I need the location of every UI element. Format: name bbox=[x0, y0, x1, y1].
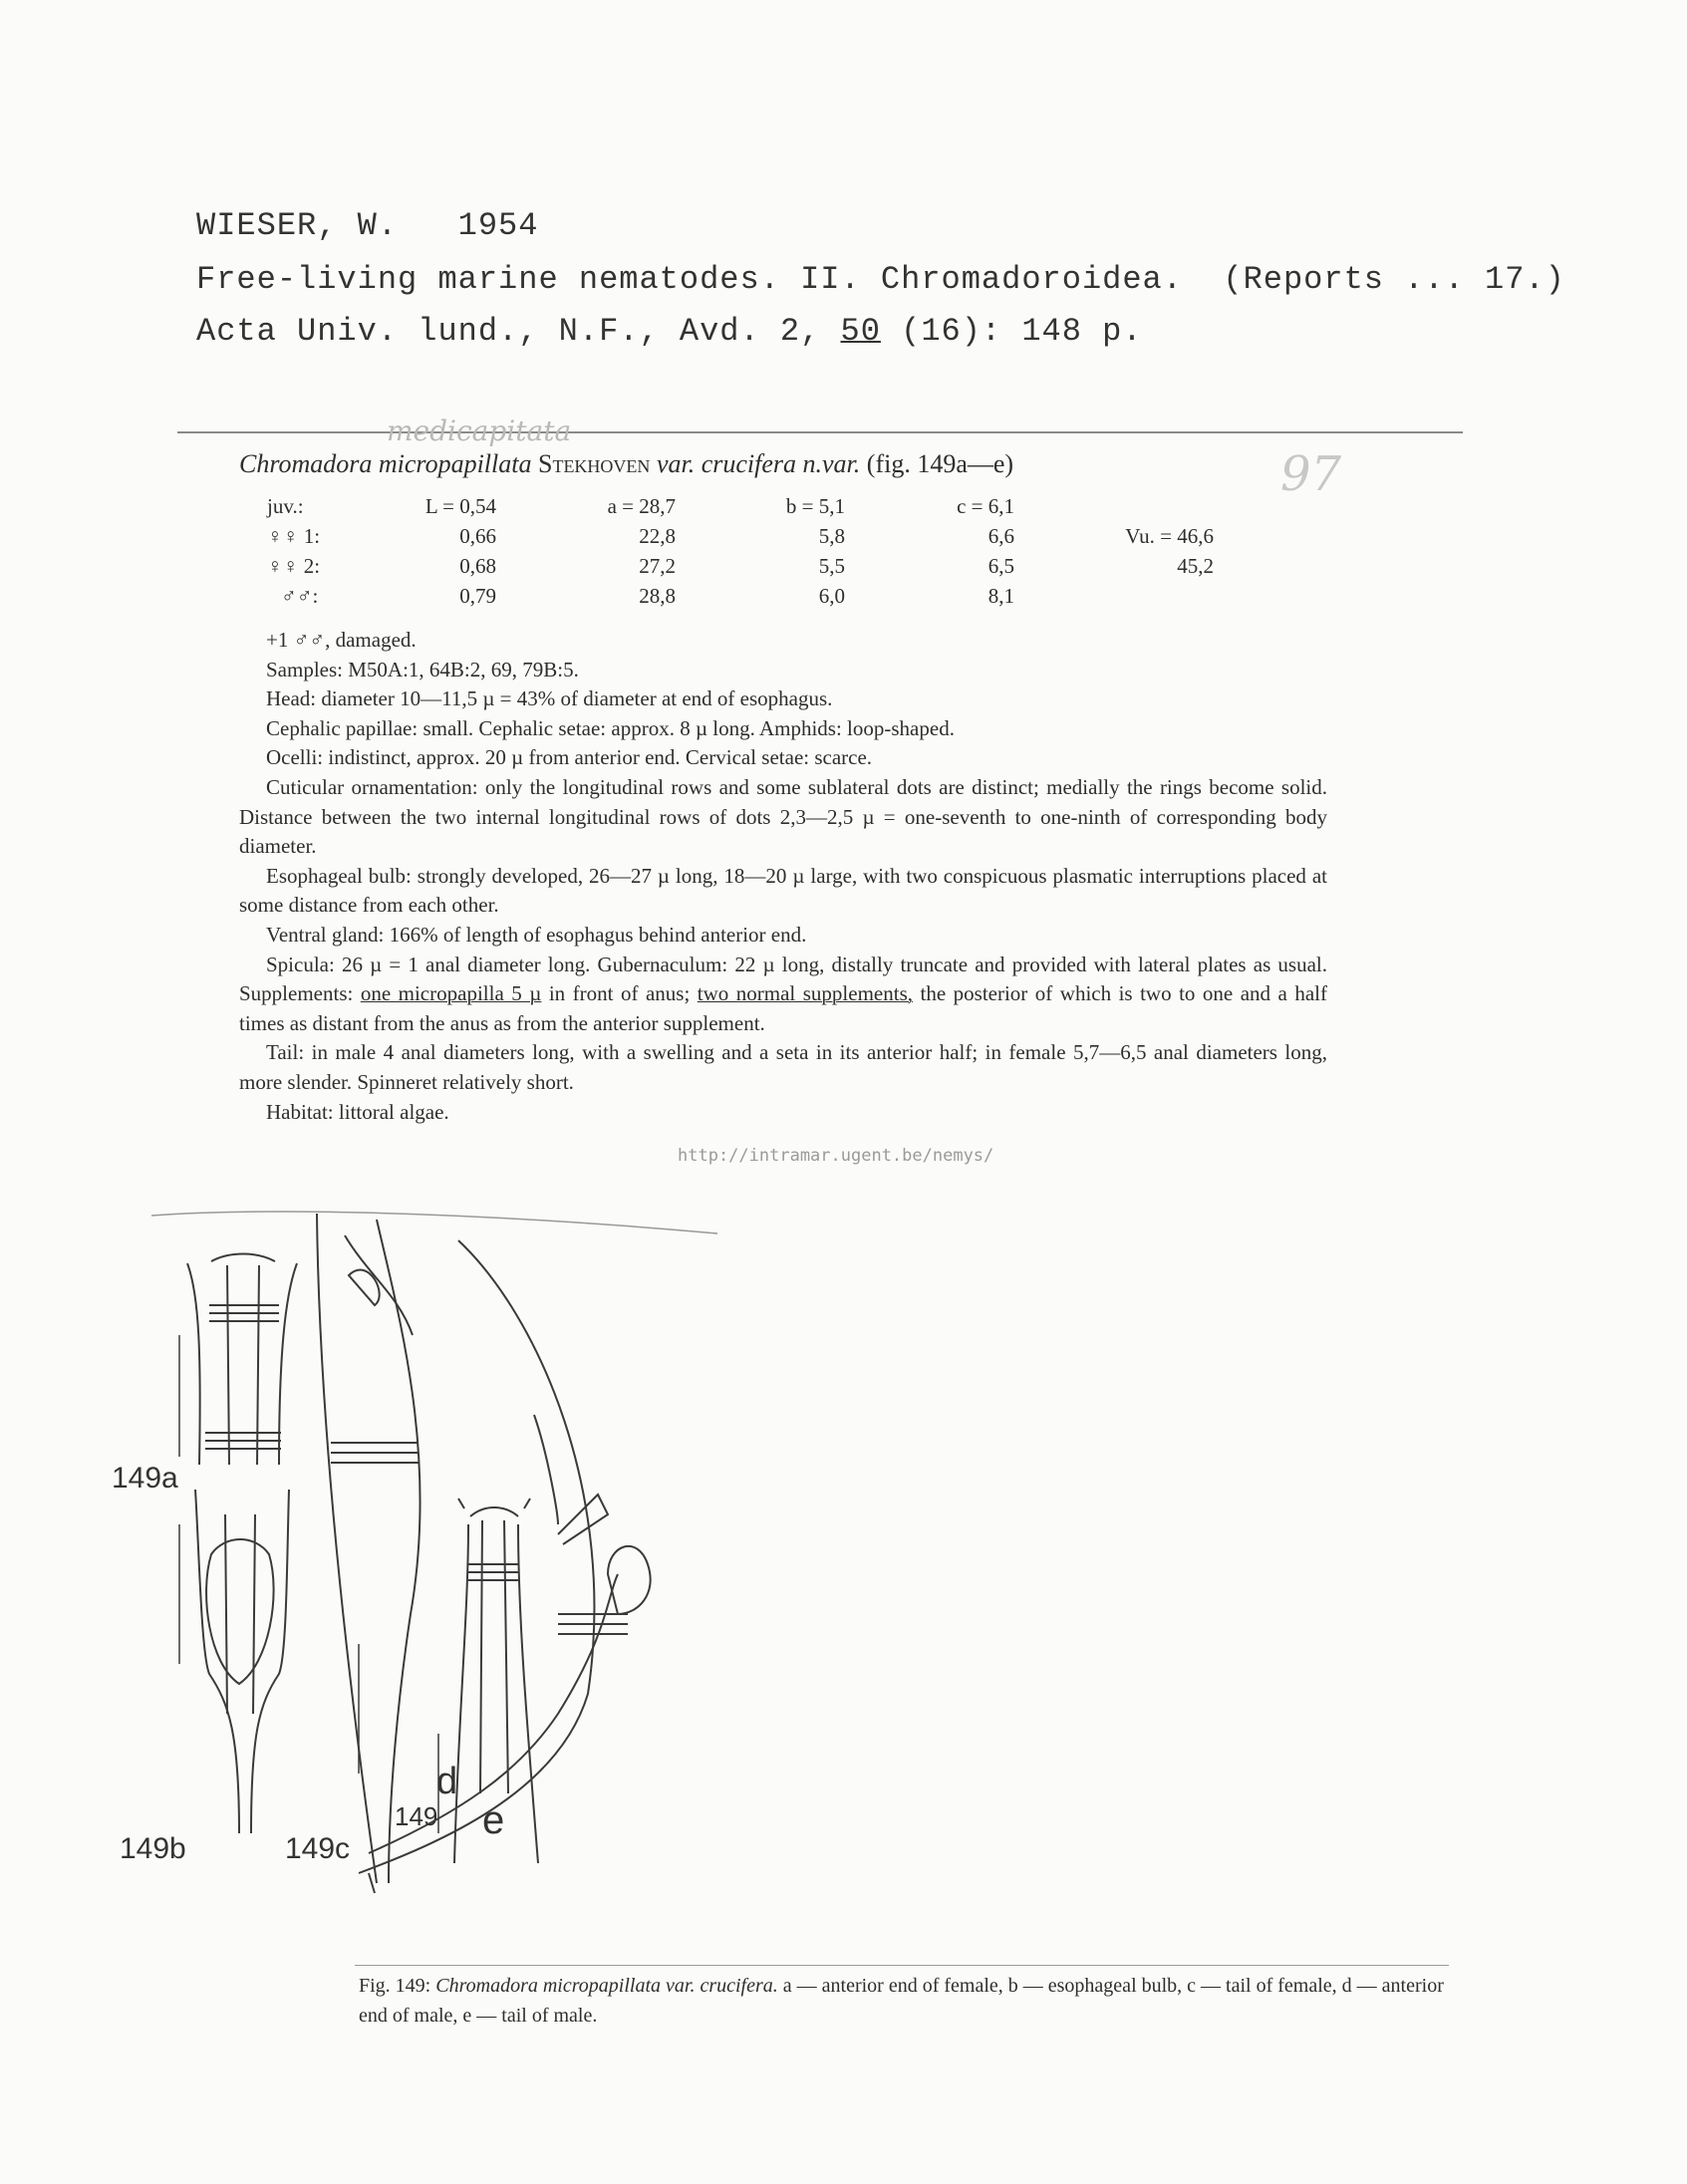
spicula-text: Spicula: 26 µ = 1 anal diameter long. Gubernaculum: 22 µ long, distally truncate and provided with lateral plates as usual. Supplements: bbox=[239, 952, 1327, 1006]
variety-name: var. crucifera n.var. bbox=[656, 449, 861, 478]
species-title bbox=[239, 449, 1013, 479]
label-149e-letter: e bbox=[482, 1798, 505, 1842]
citation-volume: 50 bbox=[840, 313, 881, 350]
head: Head: diameter 10—11,5 µ = 43% of diameter at end of esophagus. bbox=[266, 686, 833, 711]
cell-b: b = 5,1 bbox=[785, 494, 845, 518]
citation-title: Free-living marine nematodes. II. Chromadoroidea. (Reports ... 17.) bbox=[196, 261, 1565, 298]
figure-149b-drawing bbox=[179, 1490, 289, 1833]
spicula-underline-2: two normal supplements, bbox=[697, 981, 914, 1006]
row-label: ♂♂: bbox=[281, 584, 319, 608]
cell-L: 0,68 bbox=[459, 554, 496, 578]
citation-journal bbox=[196, 313, 1143, 350]
label-149b: 149b bbox=[120, 1832, 186, 1865]
handwritten-note: medicapitata bbox=[387, 414, 572, 447]
label-149c: 149c bbox=[285, 1832, 351, 1865]
citation-journal-post: (16): 148 p. bbox=[880, 313, 1143, 350]
caption-text: a — anterior end of female, b — esophageal bulb, c — tail of female, d — anterior end of male, e — tail of male. bbox=[359, 1975, 1444, 2027]
separator-rule bbox=[177, 431, 1463, 433]
label-149a: 149a bbox=[112, 1462, 178, 1495]
cell-b: 6,0 bbox=[818, 584, 845, 608]
caption-rule bbox=[355, 1965, 1449, 1966]
ventral-gland: Ventral gland: 166% of length of esophagus behind anterior end. bbox=[266, 922, 807, 947]
spicula-underline-1: one micropapilla 5 µ bbox=[360, 981, 542, 1006]
cuticular-ornamentation: Cuticular ornamentation: only the longitudinal rows and some sublateral dots are distinct; medially the rings become solid. Distance between the two internal longitudinal rows of dots 2,3—2,5 µ = one-seventh to one-ninth of corresponding body diameter. bbox=[239, 774, 1327, 859]
cell-a: 22,8 bbox=[639, 524, 676, 548]
cell-vu: Vu. = 46,6 bbox=[1125, 524, 1214, 548]
spicula-text: in front of anus; bbox=[541, 981, 698, 1006]
caption-species: Chromadora micropapillata var. crucifera. bbox=[435, 1975, 778, 1997]
citation-journal-pre: Acta Univ. lund., N.F., Avd. 2, bbox=[196, 313, 841, 350]
species-description bbox=[239, 626, 1327, 1127]
cell-a: 28,8 bbox=[639, 584, 676, 608]
figure-caption bbox=[359, 1971, 1445, 2031]
citation-author-year: WIESER, W. 1954 bbox=[196, 207, 539, 244]
esophageal-bulb: Esophageal bulb: strongly developed, 26—27 µ long, 18—20 µ large, with two conspicuous plasmatic interruptions placed at some distance from each other. bbox=[239, 863, 1327, 918]
spicula-text: the posterior of which is two to one and a half times as distant from the anus as from the anterior supplement. bbox=[239, 981, 1327, 1035]
species-name: Chromadora micropapillata bbox=[239, 449, 532, 478]
row-label: ♀♀ 1: bbox=[267, 524, 321, 548]
cell-L: 0,66 bbox=[459, 524, 496, 548]
cell-c: 6,5 bbox=[987, 554, 1014, 578]
row-label: juv.: bbox=[267, 494, 304, 518]
handwritten-margin-number: 97 bbox=[1280, 446, 1342, 502]
figure-reference: (fig. 149a—e) bbox=[866, 449, 1014, 478]
cell-a: 27,2 bbox=[639, 554, 676, 578]
label-149d-letter: d bbox=[436, 1761, 458, 1802]
cell-a: a = 28,7 bbox=[607, 494, 676, 518]
caption-prefix: Fig. 149: bbox=[359, 1975, 436, 1997]
cell-L: 0,79 bbox=[459, 584, 496, 608]
species-author: Stekhoven bbox=[537, 449, 651, 478]
cell-b: 5,8 bbox=[818, 524, 845, 548]
label-149d-number: 149 bbox=[395, 1801, 438, 1831]
watermark-url: http://intramar.ugent.be/nemys/ bbox=[678, 1146, 994, 1166]
cell-c: 6,6 bbox=[987, 524, 1014, 548]
samples: Samples: M50A:1, 64B:2, 69, 79B:5. bbox=[266, 657, 579, 682]
tail: Tail: in male 4 anal diameters long, with a swelling and a seta in its anterior half; in female 5,7—6,5 anal diameters long, more slender. Spinneret relatively short. bbox=[239, 1040, 1327, 1094]
cell-c: c = 6,1 bbox=[957, 494, 1014, 518]
cell-L: L = 0,54 bbox=[424, 494, 496, 518]
figure-149c-drawing bbox=[317, 1214, 421, 1893]
cell-c: 8,1 bbox=[987, 584, 1014, 608]
damaged-note: +1 ♂♂, damaged. bbox=[266, 628, 417, 652]
row-label: ♀♀ 2: bbox=[267, 554, 321, 578]
figure-149 bbox=[112, 1196, 777, 1893]
cephalic: Cephalic papillae: small. Cephalic setae: approx. 8 µ long. Amphids: loop-shaped. bbox=[266, 715, 955, 740]
spicula bbox=[239, 951, 1327, 1039]
figure-149a-drawing bbox=[179, 1254, 297, 1466]
habitat: Habitat: littoral algae. bbox=[266, 1099, 449, 1124]
ocelli: Ocelli: indistinct, approx. 20 µ from anterior end. Cervical setae: scarce. bbox=[266, 745, 873, 770]
cell-b: 5,5 bbox=[818, 554, 845, 578]
cell-vu: 45,2 bbox=[1177, 554, 1214, 578]
